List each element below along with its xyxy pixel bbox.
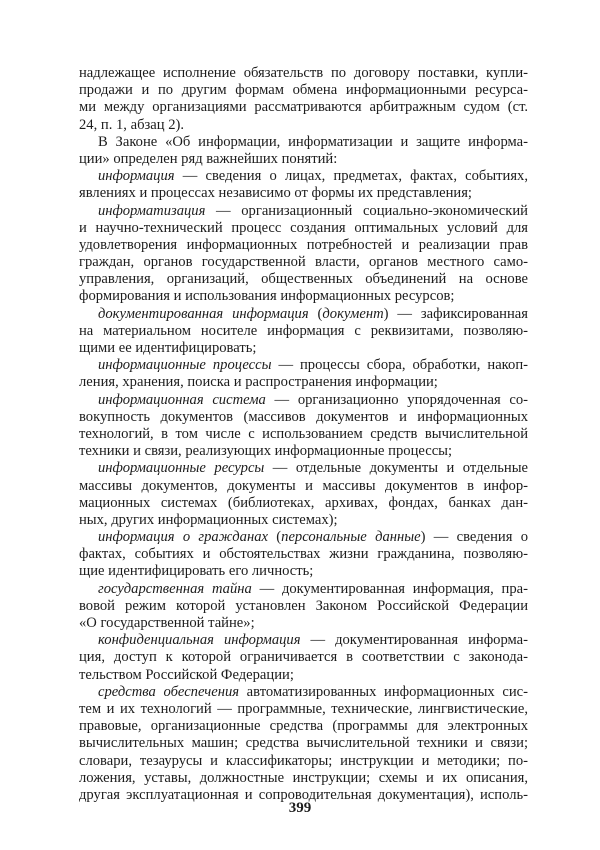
term-italic: документ xyxy=(322,305,384,322)
term-italic: информационные ресурсы xyxy=(98,460,265,477)
text-line xyxy=(79,632,528,649)
text-segment: ления, хранения, поиска и распространения информации; xyxy=(79,374,438,391)
text-segment: В Законе «Об информации, информатизации и защите информа- xyxy=(98,133,528,150)
text-line xyxy=(79,753,528,770)
text-line xyxy=(79,220,528,237)
text-segment: фактах, событиях и обстоятельствах жизни гражданина, позволяю- xyxy=(79,546,528,563)
text-segment: ция, доступ к которой ограничивается в соответствии с законода- xyxy=(79,649,528,666)
term-italic: документированная информация xyxy=(98,305,309,322)
text-line xyxy=(79,82,528,99)
text-line xyxy=(79,512,528,529)
term-italic: информатизация xyxy=(98,202,206,219)
text-segment: ( xyxy=(268,529,282,546)
text-segment: «О государственной тайне»; xyxy=(79,615,255,631)
text-line xyxy=(79,443,528,460)
text-line xyxy=(79,168,528,185)
text-segment: словари, тезаурусы и классификаторы; инструкции и методики; по- xyxy=(79,752,528,769)
term-italic: информационная система xyxy=(98,391,266,408)
text-line xyxy=(79,151,528,168)
text-segment: ции» определен ряд важнейших понятий: xyxy=(79,150,338,167)
text-line xyxy=(79,529,528,546)
text-line xyxy=(79,203,528,220)
text-line xyxy=(79,495,528,512)
text-segment: ложения, уставы, должностные инструкции; схемы и их описания, xyxy=(79,769,528,786)
text-segment: — сведения о лицах, предметах, фактах, событиях, xyxy=(174,168,528,185)
text-segment: вокупность документов (массивов документов и информационных xyxy=(79,408,528,425)
text-segment: явлениях и процессах независимо от формы их представления; xyxy=(79,185,472,202)
term-italic: государственная тайна xyxy=(98,580,252,597)
page-number: 399 xyxy=(288,800,312,816)
text-segment: и научно-технический процесс создания оптимальных условий для xyxy=(79,219,528,236)
text-line xyxy=(79,99,528,116)
text-line xyxy=(79,254,528,271)
text-segment: 24, п. 1, абзац 2). xyxy=(79,116,184,133)
text-line xyxy=(79,460,528,477)
text-segment: автоматизированных информационных сис- xyxy=(239,683,528,700)
text-segment: — организационный социально-экономический xyxy=(205,202,528,219)
text-line xyxy=(79,563,528,580)
text-line xyxy=(79,306,528,323)
text-line xyxy=(79,615,528,632)
text-segment: ) — зафиксированная xyxy=(383,305,528,322)
text-line xyxy=(79,340,528,357)
text-segment: — документированная информа- xyxy=(300,632,528,649)
text-line xyxy=(79,288,528,305)
text-line xyxy=(79,546,528,563)
text-segment: удовлетворения информационных потребностей и реализации прав xyxy=(79,236,528,253)
text-line xyxy=(79,392,528,409)
text-segment: тельством Российской Федерации; xyxy=(79,666,294,683)
term-italic: средства обеспечения xyxy=(98,683,240,700)
term-italic: информация о гражданах xyxy=(98,529,268,546)
text-segment: ных, других информационных системах); xyxy=(79,511,338,528)
text-segment: ) — сведения о xyxy=(420,529,528,546)
text-line xyxy=(79,667,528,684)
text-line xyxy=(79,117,528,134)
text-line xyxy=(79,718,528,735)
text-segment: — организационно упорядоченная со- xyxy=(265,391,528,408)
text-line xyxy=(79,581,528,598)
text-segment: надлежащее исполнение обязательств по договору поставки, купли- xyxy=(79,65,528,81)
text-segment: технологий, в том числе с использованием средств вычислительной xyxy=(79,425,528,442)
text-line xyxy=(79,374,528,391)
text-line xyxy=(79,649,528,666)
text-segment: управления, организаций, общественных объединений на основе xyxy=(79,271,528,288)
text-line xyxy=(79,478,528,495)
term-italic: информация xyxy=(98,168,175,185)
text-line xyxy=(79,409,528,426)
term-italic: информационные процессы xyxy=(98,357,272,374)
text-segment: другая эксплуатационная и сопроводительная документация), исполь- xyxy=(79,786,528,803)
text-line xyxy=(79,598,528,615)
text-segment: щими ее идентифицировать; xyxy=(79,340,257,356)
text-segment: вычислительных машин; средства вычислительной техники и связи; xyxy=(79,735,528,752)
text-segment: продажи и по другим формам обмена информационными ресурса- xyxy=(79,82,528,99)
text-segment: правовые, организационные средства (программы для электронных xyxy=(79,718,528,735)
text-segment: формирования и использования информационных ресурсов; xyxy=(79,288,455,305)
text-segment: — документированная информация, пра- xyxy=(251,580,528,597)
text-segment: массивы документов, документы и массивы документов в инфор- xyxy=(79,477,528,494)
text-segment: ми между организациями рассматриваются арбитражным судом (ст. xyxy=(79,99,528,116)
text-segment: мационных системах (библиотеках, архивах, фондах, банках дан- xyxy=(79,494,528,511)
text-line xyxy=(79,65,528,82)
text-line xyxy=(79,735,528,752)
text-segment: тем и их технологий — программные, технические, лингвистические, xyxy=(79,700,528,717)
text-segment: техники и связи, реализующих информационные процессы; xyxy=(79,443,453,460)
text-segment: на материальном носителе информация с реквизитами, позволяю- xyxy=(79,322,528,339)
text-line xyxy=(79,684,528,701)
text-segment: вовой режим которой установлен Законом Российской Федерации xyxy=(79,597,528,614)
text-line xyxy=(79,323,528,340)
text-line xyxy=(79,134,528,151)
text-line xyxy=(79,185,528,202)
text-line xyxy=(79,357,528,374)
page-body-text xyxy=(79,65,528,804)
text-line xyxy=(79,770,528,787)
term-italic: персональные данные xyxy=(281,529,421,546)
text-line xyxy=(79,271,528,288)
text-segment: ( xyxy=(308,305,323,322)
text-line xyxy=(79,426,528,443)
text-segment: — отдельные документы и отдельные xyxy=(264,460,528,477)
text-segment: щие идентифицировать его личность; xyxy=(79,563,314,580)
term-italic: конфиденциальная информация xyxy=(98,632,301,649)
text-line xyxy=(79,237,528,254)
text-segment: граждан, органов государственной власти, органов местного само- xyxy=(79,254,528,271)
text-segment: — процессы сбора, обработки, накоп- xyxy=(271,357,528,374)
text-line xyxy=(79,701,528,718)
